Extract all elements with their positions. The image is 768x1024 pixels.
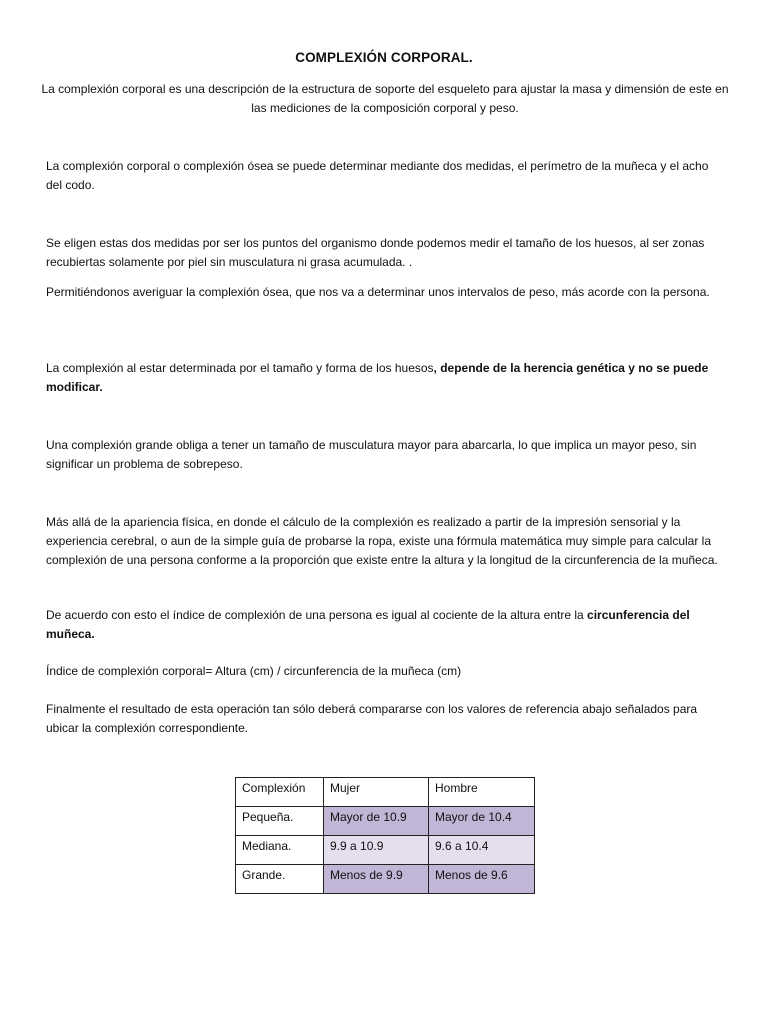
table-header-cell: Hombre (429, 778, 535, 807)
paragraph-heredity-text: La complexión al estar determinada por el tamaño y forma de los huesos (46, 361, 434, 375)
table-cell: Pequeña. (236, 807, 324, 836)
table-cell: Mediana. (236, 836, 324, 865)
paragraph-index-bold: circunferencia del muñeca. (46, 608, 690, 641)
table-row (236, 836, 535, 865)
formula-line: Índice de complexión corporal= Altura (cm) / circunferencia de la muñeca (cm) (46, 664, 462, 678)
paragraph-index-definition (46, 606, 726, 644)
table-cell: Menos de 9.9 (324, 865, 429, 894)
table-cell: Menos de 9.6 (429, 865, 535, 894)
paragraph-large-complexion: Una complexión grande obliga a tener un tamaño de musculatura mayor para abarcarla, lo que implica un mayor peso, sin significar un problema de sobrepeso. (46, 438, 697, 471)
document-title: COMPLEXIÓN CORPORAL. (295, 50, 473, 65)
table-cell: Mayor de 10.4 (429, 807, 535, 836)
paragraph-weight-intervals: Permitiéndonos averiguar la complexión ósea, que nos va a determinar unos intervalos de peso, más acorde con la persona. (46, 285, 710, 299)
table-header-cell: Complexión (236, 778, 324, 807)
table-header-cell: Mujer (324, 778, 429, 807)
table-cell: 9.6 a 10.4 (429, 836, 535, 865)
table-row (236, 865, 535, 894)
paragraph-measurements: La complexión corporal o complexión ósea se puede determinar mediante dos medidas, el perímetro de la muñeca y el acho del codo. (46, 159, 709, 192)
complexion-table (235, 777, 535, 894)
paragraph-heredity-bold: , depende de la herencia genética y no se puede modificar. (46, 361, 709, 394)
table-cell: Mayor de 10.9 (324, 807, 429, 836)
paragraph-formula-intro: Más allá de la apariencia física, en donde el cálculo de la complexión es realizado a partir de la impresión sensorial y la experiencia cerebral, o aun de la simple guía de probarse la ropa, existe una fórmula matemática muy simple para calcular la complexión de una persona conforme a la proporción que existe entre la altura y la longitud de la circunferencia de la muñeca. (46, 515, 718, 567)
table-header-row (236, 778, 535, 807)
table-cell: 9.9 a 10.9 (324, 836, 429, 865)
paragraph-measure-reason: Se eligen estas dos medidas por ser los puntos del organismo donde podemos medir el tamaño de los huesos, al ser zonas recubiertas solamente por piel sin musculatura ni grasa acumulada. . (46, 236, 705, 269)
table-row (236, 807, 535, 836)
table-cell: Grande. (236, 865, 324, 894)
paragraph-heredity (46, 359, 726, 397)
paragraph-reference-values: Finalmente el resultado de esta operación tan sólo deberá compararse con los valores de referencia abajo señalados para ubicar la complexión correspondiente. (46, 702, 698, 735)
paragraph-index-text: De acuerdo con esto el índice de complexión de una persona es igual al cociente de la altura entre la (46, 608, 588, 622)
paragraph-definition: La complexión corporal es una descripción de la estructura de soporte del esqueleto para ajustar la masa y dimensión de este en las mediciones de la composición corporal y peso. (41, 82, 729, 115)
